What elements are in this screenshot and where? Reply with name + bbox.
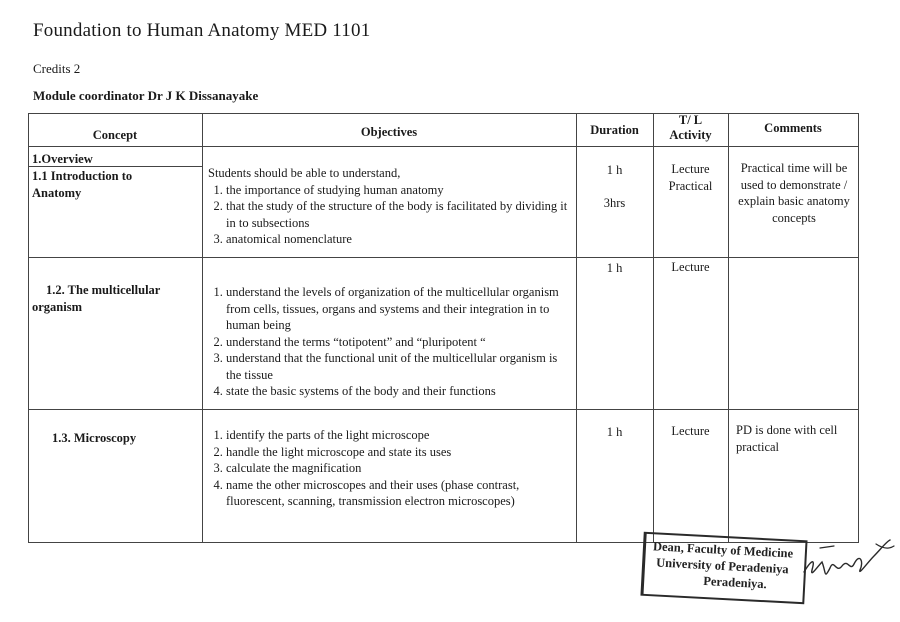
comments-row-3: PD is done with cell practical bbox=[736, 423, 838, 454]
objectives-row-3 bbox=[208, 427, 570, 510]
concept-introduction: 1.1 Introduction to Anatomy bbox=[32, 169, 133, 200]
objective-item: 2. handle the light microscope and state its uses bbox=[226, 444, 570, 461]
objective-item: 1. understand the levels of organization of the multicellular organism from cells, tissues, organs and systems and their integration in to human being bbox=[226, 284, 570, 334]
objectives-row-1 bbox=[208, 165, 570, 248]
stamp-line-3: Peradeniya. bbox=[702, 573, 768, 592]
header-divider bbox=[28, 146, 859, 147]
curriculum-table bbox=[28, 113, 859, 543]
activity-practical: Practical bbox=[668, 179, 713, 193]
table-border-top bbox=[28, 113, 859, 114]
stamp-line-1: Dean, Faculty of Medicine bbox=[652, 539, 794, 561]
objectives-intro: Students should be able to understand, bbox=[208, 166, 401, 180]
objective-item: 1. identify the parts of the light microscope bbox=[226, 427, 570, 444]
table-border-left bbox=[28, 113, 29, 543]
objectives-row-2 bbox=[208, 284, 570, 400]
objective-item: 4. name the other microscopes and their uses (phase contrast, fluorescent, scanning, transmission electron microscopes) bbox=[226, 477, 570, 510]
duration-row-2: 1 h bbox=[606, 261, 623, 275]
objective-item: 3. calculate the magnification bbox=[226, 460, 570, 477]
header-activity bbox=[653, 113, 728, 143]
header-duration: Duration bbox=[590, 123, 639, 137]
header-activity-line1: T/ L bbox=[678, 113, 703, 127]
concept-overview: 1.Overview bbox=[32, 152, 93, 166]
objective-item: 1. the importance of studying human anatomy bbox=[226, 182, 570, 199]
activity-row-2: Lecture bbox=[671, 260, 710, 274]
col-divider-4 bbox=[728, 113, 729, 543]
objectives-list bbox=[208, 182, 570, 248]
concept-microscopy: 1.3. Microscopy bbox=[52, 431, 137, 445]
duration-lecture: 1 h bbox=[606, 163, 623, 177]
duration-practical: 3hrs bbox=[603, 196, 626, 210]
activity-lecture: Lecture bbox=[671, 162, 710, 176]
header-objectives: Objectives bbox=[360, 125, 418, 139]
objectives-list bbox=[208, 427, 570, 510]
module-coordinator: Module coordinator Dr J K Dissanayake bbox=[33, 88, 259, 103]
stamp-line-2: University of Peradeniya bbox=[655, 555, 790, 577]
credits-label: Credits 2 bbox=[33, 61, 81, 76]
row-divider-2 bbox=[28, 409, 859, 410]
objective-item: 3. anatomical nomenclature bbox=[226, 231, 570, 248]
objectives-list bbox=[208, 284, 570, 400]
activity-row-3: Lecture bbox=[671, 424, 710, 438]
document-title: Foundation to Human Anatomy MED 1101 bbox=[33, 20, 371, 41]
row-divider-1 bbox=[28, 257, 859, 258]
col-divider-1 bbox=[202, 113, 203, 543]
header-activity-line2: Activity bbox=[669, 128, 712, 142]
concept-multicellular: 1.2. The multicellular organism bbox=[32, 283, 161, 314]
objective-item: 3. understand that the functional unit of the multicellular organism is the tissue bbox=[226, 350, 570, 383]
header-comments: Comments bbox=[764, 121, 822, 135]
objective-item: 4. state the basic systems of the body and their functions bbox=[226, 383, 570, 400]
objective-item: 2. understand the terms “totipotent” and “pluripotent “ bbox=[226, 334, 570, 351]
dean-stamp bbox=[640, 532, 807, 604]
signature bbox=[790, 522, 900, 592]
table-border-right bbox=[858, 113, 859, 543]
objective-item: 2. that the study of the structure of the body is facilitated by dividing it in to subsections bbox=[226, 198, 570, 231]
duration-row-3: 1 h bbox=[606, 425, 623, 439]
header-concept: Concept bbox=[92, 128, 138, 142]
comments-row-1: Practical time will be used to demonstrate / explain basic anatomy concepts bbox=[738, 161, 850, 225]
